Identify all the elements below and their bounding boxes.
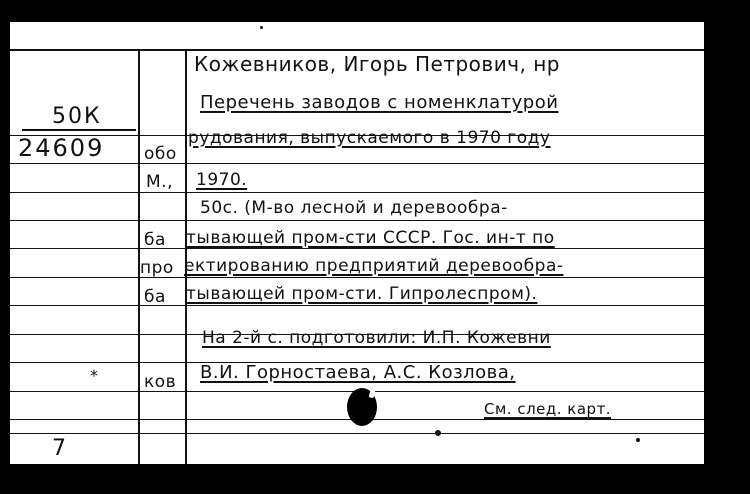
line-rule (10, 163, 704, 164)
margin-fragment: ба (144, 230, 166, 250)
title-line: Перечень заводов с номенклатурой (200, 92, 559, 113)
margin-fragment: М., (146, 172, 173, 192)
line-rule (10, 220, 704, 221)
bottom-rule (10, 433, 704, 434)
body-line: 50с. (М-во лесной и деревообра- (200, 198, 508, 218)
margin-fragment: про (140, 258, 174, 278)
continuation-note: См. след. карт. (484, 400, 612, 418)
shelfmark-divider (22, 129, 136, 131)
title-line: рудования, выпускаемого в 1970 году (188, 128, 551, 148)
speck (435, 430, 441, 436)
punch-hole-notch (369, 386, 377, 399)
body-line: ектированию предприятий деревообра- (184, 256, 564, 276)
year-line: 1970. (196, 170, 248, 190)
line-rule (10, 248, 704, 249)
author-heading: Кожевников, Игорь Петрович, нр (194, 52, 560, 76)
catalog-card (10, 22, 704, 464)
left-margin-rule (138, 49, 140, 464)
top-rule (10, 49, 704, 51)
margin-star: * (90, 366, 98, 385)
body-line: тывающей пром-сти. Гипролеспром). (186, 284, 538, 304)
margin-fragment: обо (144, 144, 177, 164)
line-rule (10, 305, 704, 306)
margin-fragment: ба (144, 287, 166, 307)
margin-fragment: ков (144, 372, 177, 392)
body-line: В.И. Горностаева, А.С. Козлова, (200, 362, 516, 383)
speck (260, 26, 263, 29)
line-rule (10, 192, 704, 193)
margin-seven: 7 (52, 436, 66, 461)
body-line: тывающей пром-сти СССР. Гос. ин-т по (186, 228, 555, 248)
shelfmark-line2: 24609 (18, 134, 105, 162)
body-line: На 2-й с. подготовили: И.П. Кожевни (202, 328, 551, 348)
speck (636, 438, 640, 442)
shelfmark-line1: 50К (52, 104, 102, 129)
line-rule (10, 277, 704, 278)
